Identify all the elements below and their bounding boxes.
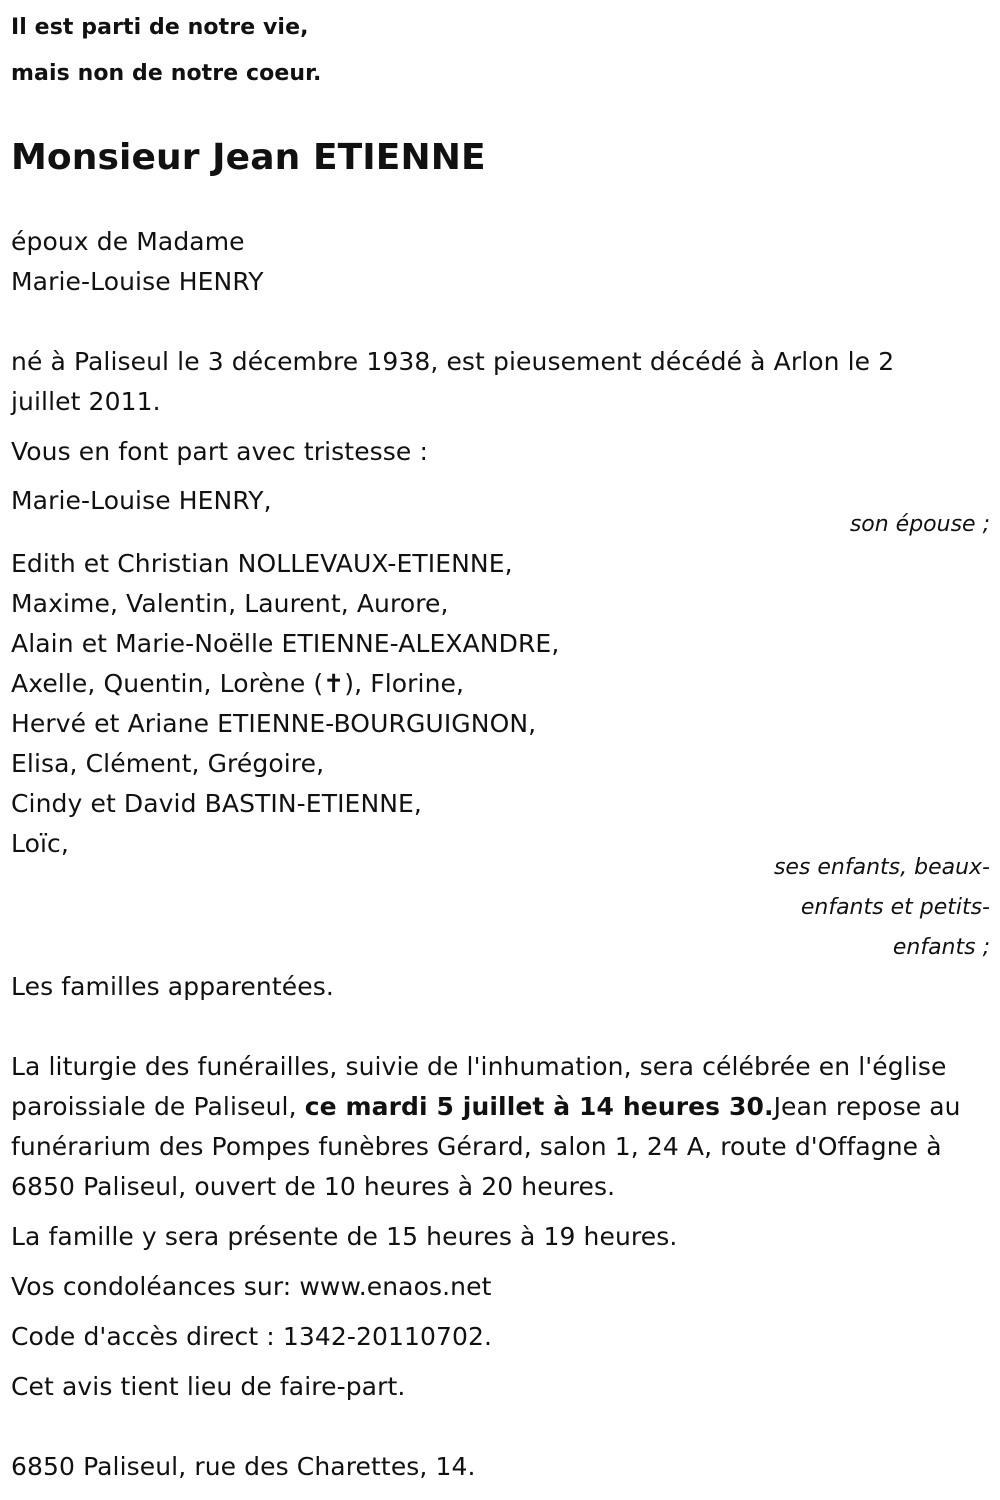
notice-line: Cet avis tient lieu de faire-part.: [11, 1372, 406, 1401]
family-presence: La famille y sera présente de 15 heures à 19 heures.: [11, 1222, 678, 1251]
funeral-line-3: funérarium des Pompes funèbres Gérard, salon 1, 24 A, route d'Offagne à: [11, 1132, 942, 1161]
children-role-line: enfants ;: [892, 935, 990, 960]
funeral-line-1: La liturgie des funérailles, suivie de l'inhumation, sera célébrée en l'église: [11, 1052, 947, 1081]
child-line: Hervé et Ariane ETIENNE-BOURGUIGNON,: [11, 709, 537, 738]
child-line: Cindy et David BASTIN-ETIENNE,: [11, 789, 422, 818]
child-line: Loïc,: [11, 829, 69, 858]
access-code-line: Code d'accès direct : 1342-20110702.: [11, 1322, 493, 1351]
funeral-line-2: [11, 1092, 961, 1122]
children-role-line: ses enfants, beaux-: [773, 855, 990, 880]
funeral-line-2-end: Jean repose au: [773, 1092, 961, 1121]
child-line: Axelle, Quentin, Lorène (✝), Florine,: [11, 669, 465, 698]
birth-death-line-2: juillet 2011.: [11, 387, 161, 416]
announcement-intro: Vous en font part avec tristesse :: [11, 437, 428, 466]
funeral-line-4: 6850 Paliseul, ouvert de 10 heures à 20 heures.: [11, 1172, 616, 1201]
verse-line-1: Il est parti de notre vie,: [11, 15, 309, 40]
child-line: Maxime, Valentin, Laurent, Aurore,: [11, 589, 449, 618]
spouse-line-1: époux de Madame: [11, 227, 245, 256]
deceased-name: Monsieur Jean ETIENNE: [11, 137, 486, 178]
birth-death-line-1: né à Paliseul le 3 décembre 1938, est pieusement décédé à Arlon le 2: [11, 347, 895, 376]
condolences-line: Vos condoléances sur: www.enaos.net: [11, 1272, 492, 1301]
child-line: Edith et Christian NOLLEVAUX-ETIENNE,: [11, 549, 513, 578]
spouse-line-2: Marie-Louise HENRY: [11, 267, 264, 296]
address-line: 6850 Paliseul, rue des Charettes, 14.: [11, 1452, 476, 1481]
verse-line-2: mais non de notre coeur.: [11, 61, 322, 86]
child-line: Elisa, Clément, Grégoire,: [11, 749, 325, 778]
spouse-mourner: Marie-Louise HENRY,: [11, 486, 272, 515]
child-line: Alain et Marie-Noëlle ETIENNE-ALEXANDRE,: [11, 629, 560, 658]
families-line: Les familles apparentées.: [11, 972, 334, 1001]
children-role-line: enfants et petits-: [800, 895, 990, 920]
funeral-datetime: ce mardi 5 juillet à 14 heures 30.: [304, 1092, 774, 1121]
funeral-line-2-start: paroissiale de Paliseul,: [11, 1092, 305, 1121]
spouse-role: son épouse ;: [849, 512, 990, 537]
